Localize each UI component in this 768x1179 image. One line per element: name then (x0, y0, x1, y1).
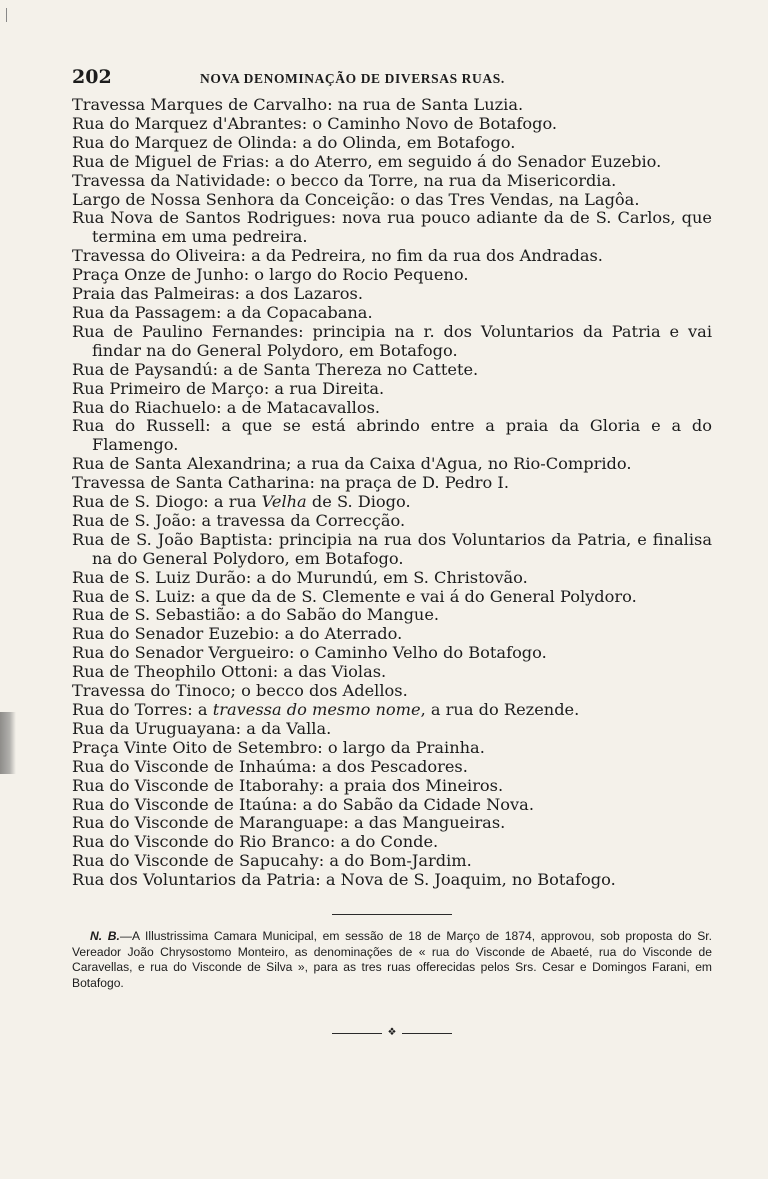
street-entry: Rua do Russell: a que se está abrindo entre a praia da Gloria e a do Flamengo. (72, 416, 712, 455)
street-entry: Rua do Visconde de Itaborahy: a praia dos Mineiros. (72, 775, 504, 795)
street-entry: Rua de Santa Alexandrina; a rua da Caixa d'Agua, no Rio-Comprido. (72, 454, 632, 474)
page-number: 202 (72, 66, 112, 88)
street-entry: Rua do Marquez d'Abrantes: o Caminho Novo de Botafogo. (72, 113, 558, 133)
street-entry: Praia das Palmeiras: a dos Lazaros. (72, 284, 363, 304)
street-entry (72, 493, 712, 512)
street-entry (72, 701, 712, 720)
street-entry: Travessa da Natividade: o becco da Torre, na rua da Misericordia. (72, 170, 617, 190)
street-entry: Travessa Marques de Carvalho: na rua de Santa Luzia. (72, 95, 524, 114)
margin-tick (6, 8, 7, 22)
ornament-line-left (332, 1033, 382, 1034)
street-list (72, 96, 712, 890)
street-entry: Travessa de Santa Catharina: na praça de D. Pedro I. (72, 473, 509, 493)
street-entry: Rua da Passagem: a da Copacabana. (72, 302, 373, 322)
street-entry: Rua Primeiro de Março: a rua Direita. (72, 378, 385, 398)
street-entry: Travessa do Tinoco; o becco dos Adellos. (72, 681, 408, 701)
footnote-label: N. B. (90, 929, 120, 944)
street-entry: Rua do Visconde do Rio Branco: a do Conde. (72, 832, 439, 852)
street-entry: Largo de Nossa Senhora da Conceição: o das Tres Vendas, na Lagôa. (72, 189, 640, 209)
street-entry: Praça Vinte Oito de Setembro: o largo da Prainha. (72, 737, 485, 757)
street-entry: Rua do Senador Vergueiro: o Caminho Velho do Botafogo. (72, 643, 547, 663)
page-header (72, 66, 712, 94)
street-entry: Praça Onze de Junho: o largo do Rocio Pequeno. (72, 265, 469, 285)
street-entry: Travessa do Oliveira: a da Pedreira, no fim da rua dos Andradas. (72, 246, 603, 266)
running-title: NOVA DENOMINAÇÃO DE DIVERSAS RUAS. (200, 71, 505, 86)
street-entry: Rua do Visconde de Sapucahy: a do Bom-Jardim. (72, 851, 472, 871)
margin-scan-mark (0, 712, 16, 774)
street-entry: Rua dos Voluntarios da Patria: a Nova de S. Joaquim, no Botafogo. (72, 870, 616, 890)
entry-italic: Velha (261, 492, 307, 512)
ornament-glyph: ❖ (387, 1027, 397, 1039)
street-entry: Rua da Uruguayana: a da Valla. (72, 718, 332, 738)
end-ornament (332, 1027, 452, 1039)
entry-text: Rua do Torres: a (72, 700, 213, 719)
street-entry: Rua de Miguel de Frias: a do Aterro, em seguido á do Senador Euzebio. (72, 151, 662, 171)
footnote-text: —A Illustrissima Camara Municipal, em sessão de 18 de Março de 1874, approvou, sob proposta do Sr. Vereador João Chrysostomo Monteiro, as denominações de « rua do Visconde de Abaeté, rua do Visconde de Caravellas, e rua do Visconde de Silva », para as tres ruas offerecidas pelos Srs. Cesar e Domingos Farani, em Botafogo. (72, 929, 712, 990)
street-entry: Rua do Senador Euzebio: a do Aterrado. (72, 624, 403, 644)
street-entry: Rua do Visconde de Inhaúma: a dos Pescadores. (72, 756, 468, 776)
street-entry: Rua de S. Luiz: a que da de S. Clemente e vai á do General Polydoro. (72, 586, 637, 606)
street-entry: Rua de S. João: a travessa da Correcção. (72, 510, 406, 530)
footnote (72, 929, 712, 991)
street-entry: Rua do Riachuelo: a de Matacavallos. (72, 397, 381, 417)
street-entry: Rua Nova de Santos Rodrigues: nova rua pouco adiante da de S. Carlos, que termina em uma pedreira. (72, 208, 712, 247)
street-entry: Rua do Marquez de Olinda: a do Olinda, em Botafogo. (72, 132, 516, 152)
street-entry: Rua de Theophilo Ottoni: a das Violas. (72, 662, 387, 682)
street-entry: Rua de S. Sebastião: a do Sabão do Mangue. (72, 605, 440, 625)
street-entry: Rua de Paysandú: a de Santa Thereza no Cattete. (72, 359, 479, 379)
entry-italic: travessa do mesmo nome (212, 700, 421, 719)
street-entry: Rua do Visconde de Maranguape: a das Mangueiras. (72, 813, 506, 833)
street-entry: Rua do Visconde de Itaúna: a do Sabão da Cidade Nova. (72, 794, 534, 814)
book-page (72, 66, 712, 1039)
street-entry: Rua de S. Luiz Durão: a do Murundú, em S. Christovão. (72, 567, 528, 587)
footnote-rule (332, 914, 452, 915)
entry-text: , a rua do Rezende. (420, 700, 580, 719)
street-entry: Rua de S. João Baptista: principia na rua dos Voluntarios da Patria, e finalisa na do General Polydoro, em Botafogo. (72, 529, 712, 568)
entry-text: Rua de S. Diogo: a rua (72, 492, 262, 512)
street-entry: Rua de Paulino Fernandes: principia na r. dos Voluntarios da Patria e vai findar na do General Polydoro, em Botafogo. (72, 321, 712, 360)
entry-text: de S. Diogo. (306, 492, 411, 512)
ornament-line-right (402, 1033, 452, 1034)
